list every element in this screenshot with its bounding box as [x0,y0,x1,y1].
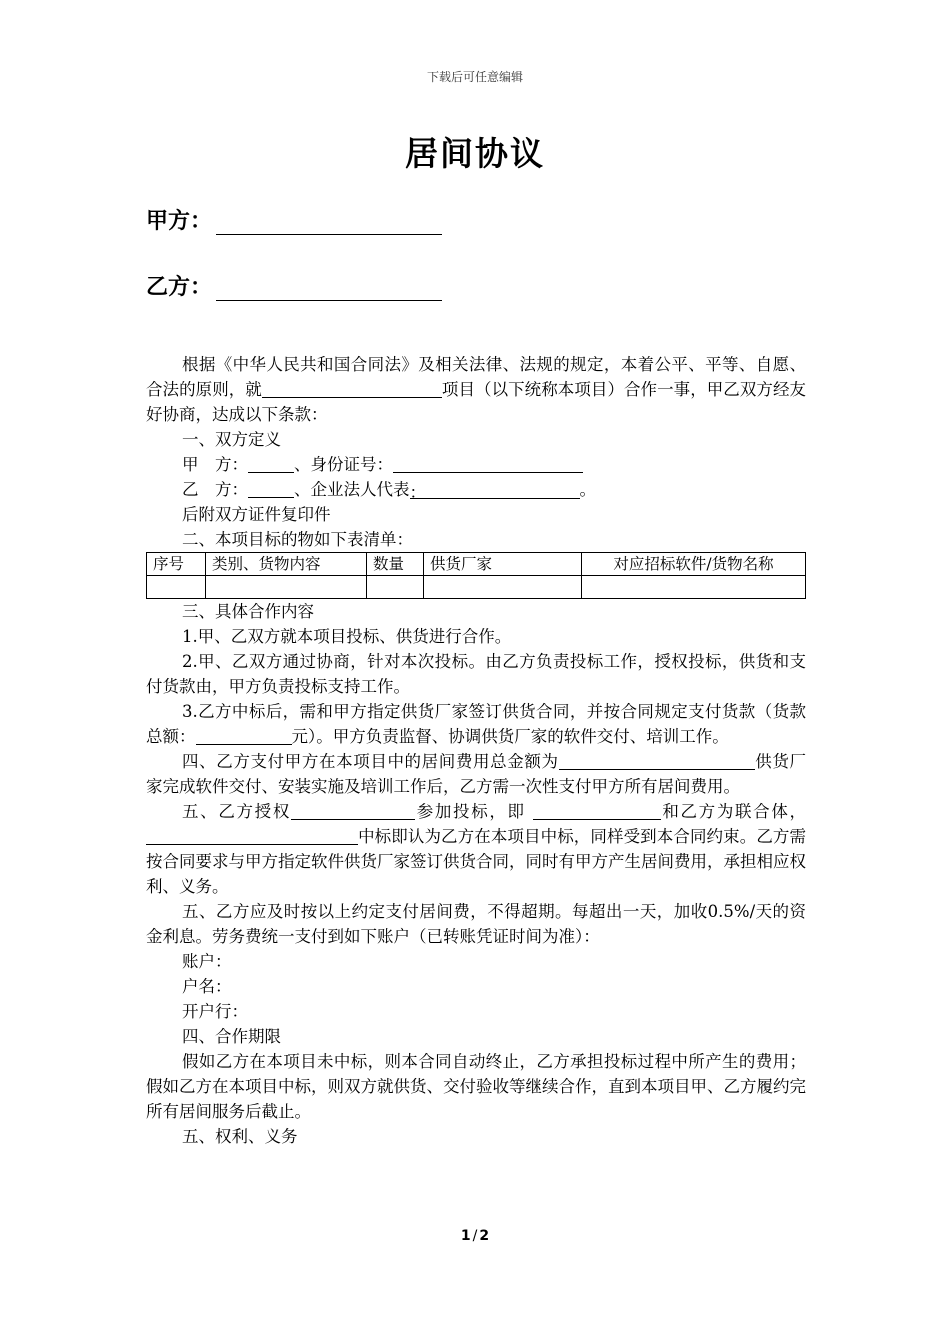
sec3-item3-text-2: 元）。甲方负责监督、协调供货厂家的软件交付、培训工作。 [291,727,729,746]
sec1-party-b [146,477,806,502]
page-current: 1 [460,1228,471,1244]
table-header-cell: 对应招标软件/货物名称 [582,553,806,576]
party-a-id-blank[interactable] [393,454,583,473]
party-b-rep-blank[interactable] [409,480,580,502]
table-header-cell: 类别、货物内容 [206,553,367,576]
sec6-heading: 四、合作期限 [182,1027,281,1046]
table-cell[interactable] [147,576,206,599]
sec3-item2: 2.甲、乙双方通过协商，针对本次投标。由乙方负责投标工作，授权投标，供货和支付货款由，甲方负责投标支持工作。 [146,652,806,696]
page-separator: / [472,1228,478,1244]
account-line: 账户： [182,952,232,971]
intro-text-1: 根据《中华人民共和国合同法》及相关法律、法规的规定，本着公平、平等、自愿、合法的原则，就 [146,355,806,399]
sec1-a-id-label: 、身份证号： [294,455,393,474]
party-b-label: 乙方： [146,275,213,300]
sec1-b-rep-colon: ： [409,483,426,502]
sec1-party-a [146,452,806,477]
sec5-text-3: 和乙方为联合体， [660,802,807,821]
sec1-b-rep-label: 、企业法人代表 [294,480,410,499]
commission-total-blank[interactable] [559,751,755,770]
agreement-body [146,352,806,1149]
party-a-name-blank[interactable] [248,454,294,473]
bank-line: 开户行： [182,1002,248,1021]
sec3-heading: 三、具体合作内容 [182,602,314,621]
party-b-line [146,270,442,301]
party-a-label: 甲方： [146,209,213,234]
sec3-item3 [146,699,806,749]
document-title: 居间协议 [405,134,545,173]
authorized-party-blank[interactable] [291,801,415,820]
consortium-party-blank[interactable] [533,801,661,820]
sec3-item3-text-1: 3.乙方中标后，需和甲方指定供货厂家签订供货合同，并按合同规定支付货款（货款总额： [146,702,806,746]
table-header-cell: 供货厂家 [424,553,582,576]
table-row [147,576,806,599]
sec5-text-1: 五、乙方授权 [182,802,292,821]
table-cell[interactable] [367,576,424,599]
sec4-text-1: 四、乙方支付甲方在本项目中的居间费用总金额为 [182,752,559,771]
intro-paragraph [146,352,806,427]
party-b-blank[interactable] [216,274,442,301]
table-header-cell: 数量 [367,553,424,576]
sec1-attach: 后附双方证件复印件 [182,505,331,524]
sec5-text-4: 中标即认为乙方在本项目中标，同样受到本合同约束。乙方需按合同要求与甲方指定软件供货厂家签订供货合同，同时有甲方产生居间费用，承担相应权利、义务。 [146,827,806,896]
project-name-blank[interactable] [262,379,442,398]
table-header-cell: 序号 [147,553,206,576]
sec1-a-label: 甲 方： [182,455,248,474]
table-header-row [147,553,806,576]
party-b-name-blank[interactable] [248,479,294,498]
sec5b-paragraph: 五、乙方应及时按以上约定支付居间费，不得超期。每超出一天，加收0.5%/天的资金利息。劳务费统一支付到如下账户（已转账凭证时间为准）： [146,902,806,946]
sec5-paragraph [146,799,806,899]
sec3-item1: 1.甲、乙双方就本项目投标、供货进行合作。 [182,627,512,646]
table-cell[interactable] [582,576,806,599]
sec4-text-2: 供货厂家完成软件交付、安装实施及培训工作后，乙方需一次性支付甲方所有居间费用。 [146,752,807,796]
table-cell[interactable] [424,576,582,599]
sec6-paragraph: 假如乙方在本项目未中标，则本合同自动终止，乙方承担投标过程中所产生的费用；假如乙方在本项目中标，则双方就供货、交付验收等继续合作，直到本项目甲、乙方履约完所有居间服务后截止。 [146,1052,806,1121]
table-cell[interactable] [206,576,367,599]
party-a-line [146,204,442,235]
page-number [0,1228,950,1244]
payment-total-blank[interactable] [196,726,292,745]
goods-table [146,552,806,599]
account-name-line: 户名： [182,977,232,996]
sec7-heading: 五、权利、义务 [182,1127,298,1146]
page-total: 2 [479,1228,490,1244]
sec1-b-label: 乙 方： [182,480,248,499]
sec2-heading: 二、本项目标的物如下表清单： [182,530,413,549]
sec1-heading: 一、双方定义 [182,430,281,449]
winning-party-blank[interactable] [146,826,358,845]
header-note: 下载后可任意编辑 [426,70,523,84]
sec5-text-2: 参加投标，即 [415,802,526,821]
sec4-paragraph [146,749,806,799]
party-a-blank[interactable] [216,208,442,235]
sec1-b-end: 。 [579,480,596,499]
intro-text-2: 项目（以下统称本项目）合作一事，甲乙双方经友好协商，达成以下条款： [146,380,807,424]
